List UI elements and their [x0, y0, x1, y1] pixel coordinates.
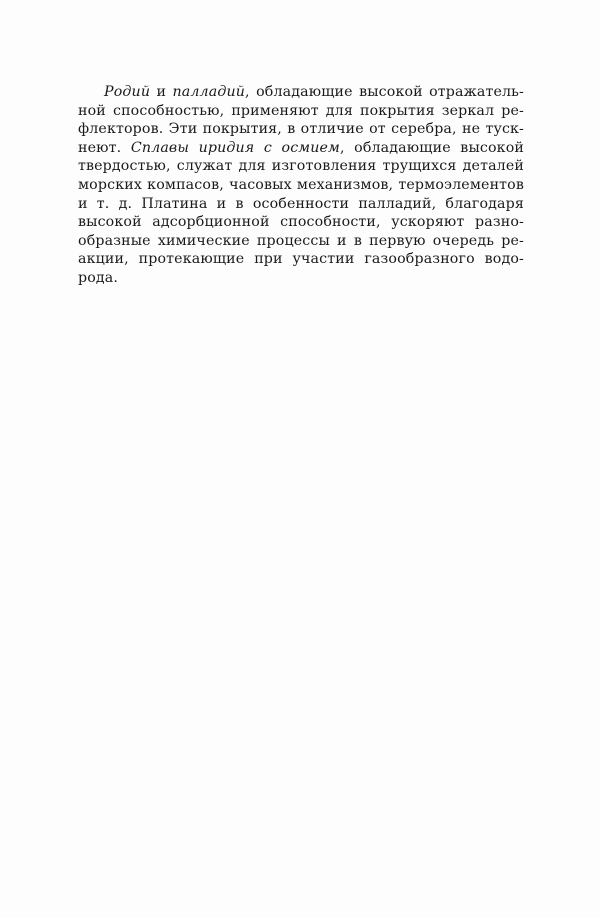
text-fragment: неют.: [78, 139, 131, 156]
text-line: рода.: [78, 269, 119, 286]
text-fragment: , обладающие высокой: [339, 139, 524, 156]
term-rhodium: Родий: [104, 84, 151, 100]
text-line: высокой адсорбционной способности, ускоряют разно-: [78, 214, 524, 231]
text-line: морских компасов, часовых механизмов, термоэлементов: [78, 176, 524, 193]
text-line: ной способностью, применяют для покрытия зеркал ре-: [78, 102, 524, 119]
text-line: [78, 139, 524, 158]
text-line: [78, 83, 524, 102]
text-fragment: , обладающие высокой отражатель-: [245, 84, 524, 100]
text-line: и т. д. Платина и в особенности палладий, благодаря: [78, 195, 524, 212]
term-palladium: палладий: [172, 84, 246, 100]
body-paragraph: [78, 83, 524, 288]
text-fragment: и: [150, 84, 173, 100]
text-line: твердостью, служат для изготовления трущихся деталей: [78, 158, 524, 175]
text-line: образные химические процессы и в первую очередь ре-: [78, 232, 524, 249]
text-line: флекторов. Эти покрытия, в отличие от серебра, не туск-: [78, 121, 524, 138]
text-line: акции, протекающие при участии газообразного водо-: [78, 251, 524, 268]
term-iridium-osmium-alloys: Сплавы иридия с осмием: [130, 139, 340, 156]
